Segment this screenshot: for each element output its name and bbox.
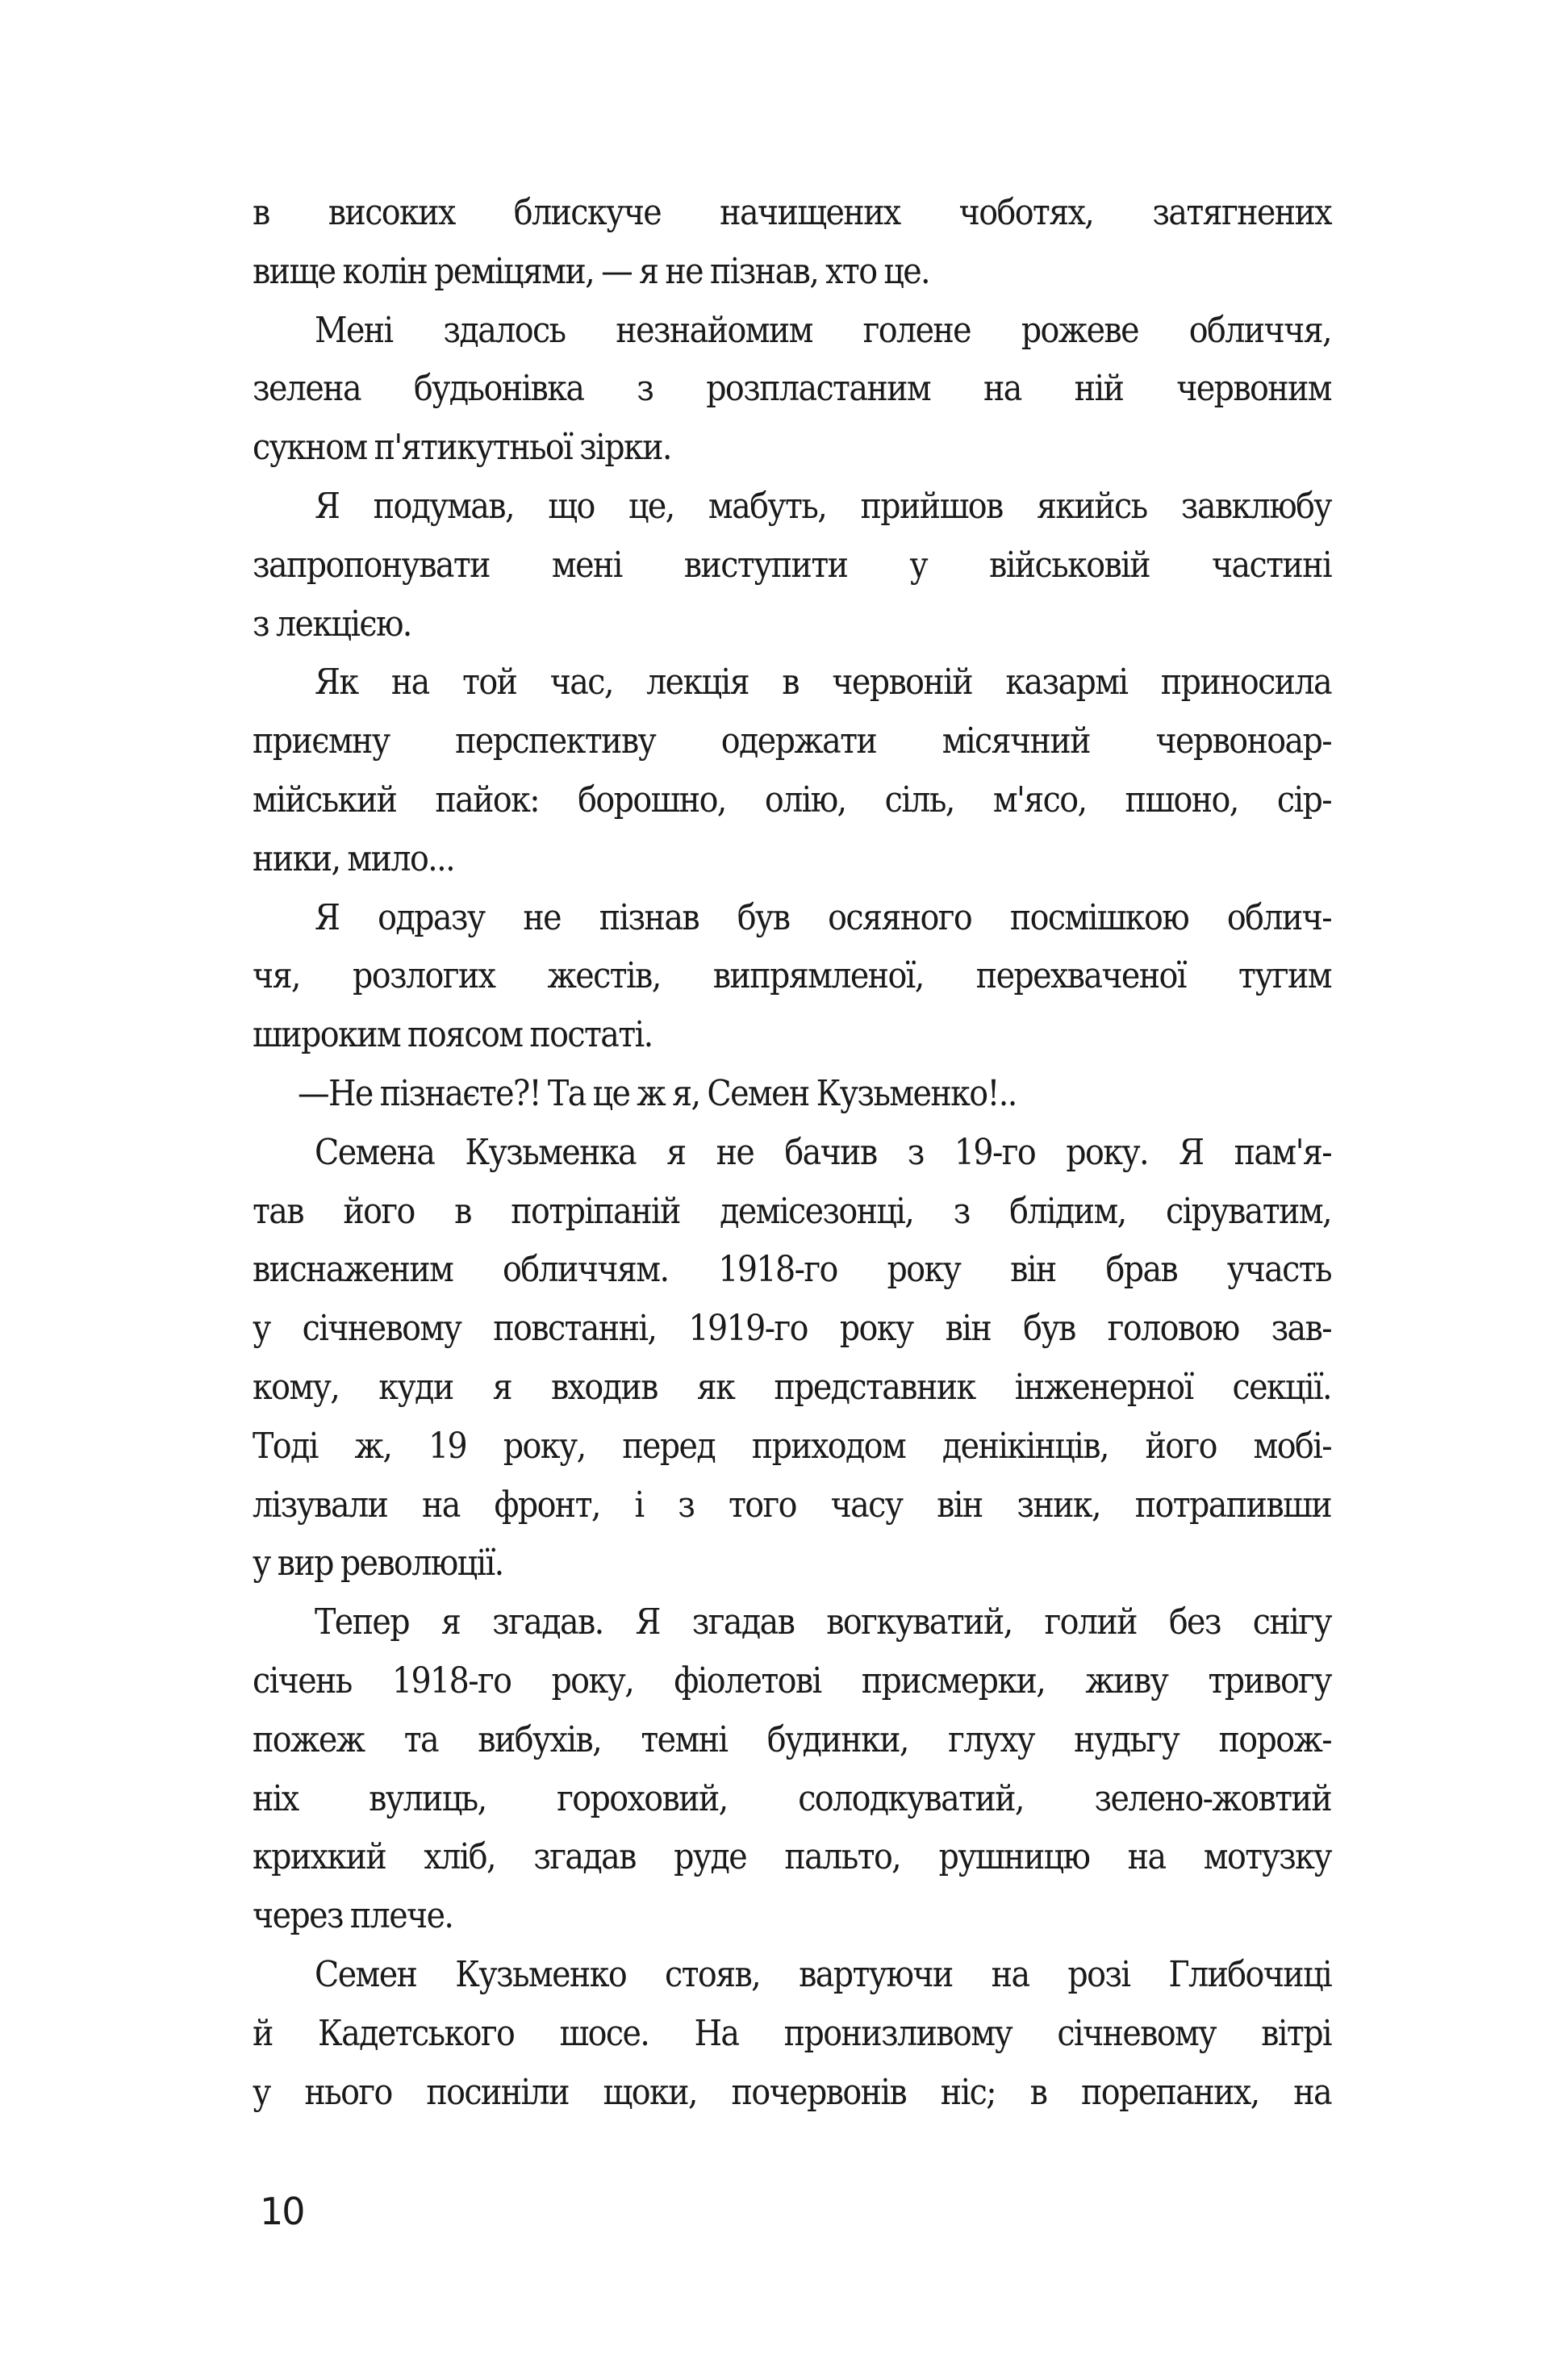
text-line: Тоді ж, 19 року, перед приходом денікінців, його мобі-	[253, 1425, 1331, 1467]
text-line: січень 1918-го року, фіолетові присмерки, живу тривогу	[253, 1660, 1331, 1701]
text-line: у січневому повстанні, 1919-го року він був головою зав-	[253, 1308, 1331, 1350]
text-line: через плече.	[253, 1895, 453, 1937]
text-line: запропонувати мені виступити у військовій частині	[253, 544, 1331, 586]
text-line: лізували на фронт, і з того часу він зник, потрапивши	[253, 1484, 1331, 1526]
text-line: у вир революції.	[253, 1543, 503, 1585]
paragraph-first-line: Семен Кузьменко стояв, вартуючи на розі Глибочиці	[315, 1953, 1331, 1995]
paragraph-first-line: —Не пізнаєте?! Та це ж я, Семен Кузьменко!..	[298, 1072, 1017, 1114]
text-line: ники, мило...	[253, 837, 455, 879]
paragraph-first-line: Тепер я згадав. Я згадав вогкуватий, голий без снігу	[315, 1601, 1331, 1643]
text-line: крихкий хліб, згадав руде пальто, рушницю на мотузку	[253, 1836, 1331, 1878]
text-line: виснаженим обличчям. 1918-го року він брав участь	[253, 1249, 1331, 1291]
text-line: тав його в потріпаній демісезонці, з блідим, сіруватим,	[253, 1190, 1331, 1232]
text-line: в високих блискуче начищених чоботях, затягнених	[253, 192, 1331, 233]
body-text	[253, 184, 1331, 2122]
text-line: мійський пайок: борошно, олію, сіль, м'ясо, пшоно, сір-	[253, 779, 1331, 820]
text-line: ніх вулиць, гороховий, солодкуватий, зелено-жовтий	[253, 1777, 1331, 1819]
text-line: й Кадетського шосе. На пронизливому січневому вітрі	[253, 2012, 1331, 2054]
text-line: приємну перспективу одержати місячний червоноар-	[253, 720, 1331, 762]
paragraph-first-line: Семена Кузьменка я не бачив з 19-го року. Я пам'я-	[315, 1131, 1331, 1173]
text-line: зелена будьонівка з розпластаним на ній червоним	[253, 368, 1331, 410]
paragraph-first-line: Мені здалось незнайомим голене рожеве обличчя,	[315, 309, 1331, 351]
paragraph-first-line: Я одразу не пізнав був осяяного посмішкою облич-	[315, 896, 1331, 938]
text-line: вище колін реміцями, — я не пізнав, хто це.	[253, 250, 930, 292]
text-line: з лекцією.	[253, 603, 411, 645]
text-line: пожеж та вибухів, темні будинки, глуху нудьгу порож-	[253, 1718, 1331, 1760]
page-number: 10	[260, 2190, 304, 2233]
text-line: у нього посиніли щоки, почервонів ніс; в порепаних, на	[253, 2071, 1331, 2113]
paragraph-first-line: Як на той час, лекція в червоній казармі приносила	[315, 662, 1331, 704]
text-line: кому, куди я входив як представник інженерної секції.	[253, 1366, 1331, 1408]
text-line: чя, розлогих жестів, випрямленої, перехваченої тугим	[253, 955, 1331, 997]
text-line: широким поясом постаті.	[253, 1014, 653, 1056]
text-line: сукном п'ятикутньої зірки.	[253, 427, 671, 469]
paragraph-first-line: Я подумав, що це, мабуть, прийшов якийсь завклюбу	[315, 485, 1331, 527]
